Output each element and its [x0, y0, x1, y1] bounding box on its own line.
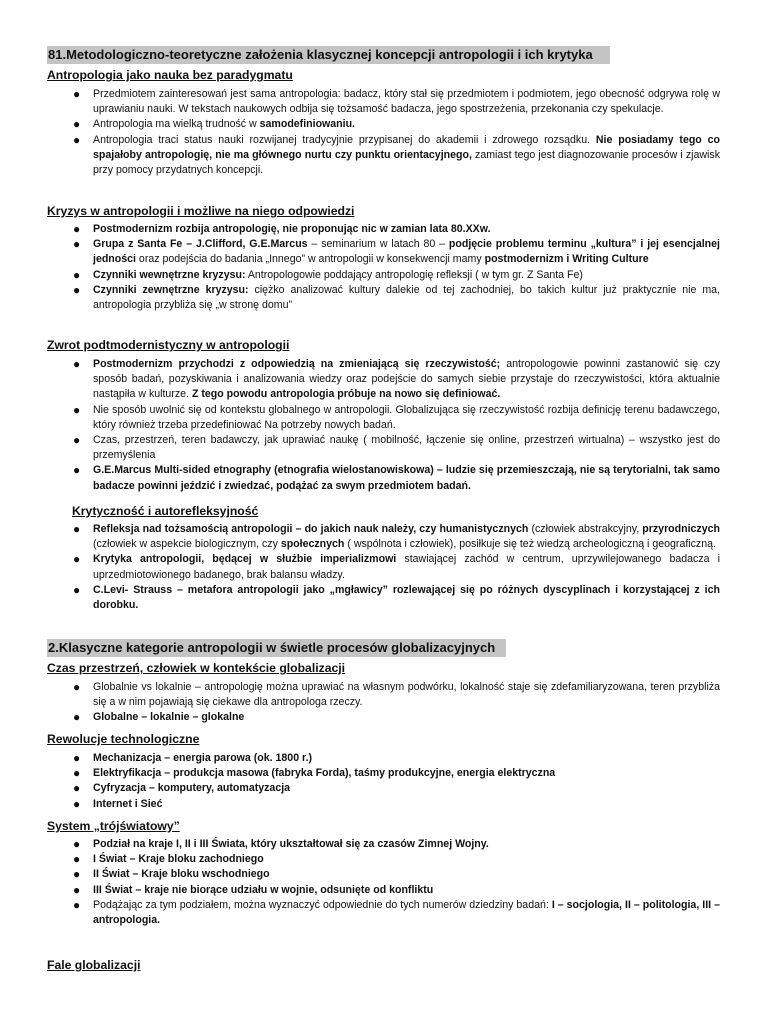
list-item: ● Antropologia traci status nauki rozwijanej tradycyjnie przypisanej do akademii i zdrowego rozsądku. Nie posiadamy tego co spajałoby antropologię, nie ma głównego nurtu czy punktu orientacyjnego, zamiast tego jest diagnozowanie procesów i zjawisk przy pomocy przydatnych koncepcji. [73, 132, 721, 177]
bullet-list [0, 751, 768, 812]
list-item: ● Czynniki zewnętrzne kryzysu: ciężko analizować kultury dalekie od tej zachodniej, bo takich kultur już praktycznie nie ma, antropologia przybliża się „w stronę domu” [73, 282, 720, 312]
bullet-icon: ● [73, 87, 81, 101]
bullet-icon: ● [73, 237, 81, 252]
bullet-icon: ● [73, 751, 81, 765]
subsection-heading: Rewolucje technologiczne [47, 732, 200, 746]
bullet-list [0, 522, 768, 613]
bullet-icon: ● [73, 117, 81, 132]
bullet-icon: ● [73, 132, 81, 147]
subsection-heading: Antropologia jako nauka bez paradygmatu [47, 68, 293, 82]
bullet-icon: ● [73, 582, 81, 597]
list-item: ● Przedmiotem zainteresowań jest sama antropologia: badacz, który stał się przedmiotem i podmiotem, jego obecność odgrywa rolę w uprawianiu nauki. W tekstach naukowych odbija się tożsamość badacza, jego spostrzeżenia, przekonania czy spekulacje. [73, 87, 720, 116]
bullet-list [0, 87, 768, 178]
bullet-icon: ● [73, 852, 81, 867]
bullet-icon: ● [73, 766, 81, 781]
bullet-list [0, 837, 768, 928]
bullet-icon: ● [73, 837, 81, 851]
section-title: 81.Metodologiczno-teoretyczne założenia klasycznej koncepcji antropologii i ich krytyka [47, 46, 610, 64]
list-item: ● I Świat – Kraje bloku zachodniego [73, 852, 264, 867]
bullet-icon: ● [73, 357, 81, 371]
bullet-icon: ● [73, 222, 81, 236]
list-item: ● Globalnie vs lokalnie – antropologię można uprawiać na własnym podwórku, lokalność staje się zdefamiliaryzowana, teren przybliża się a w nim pojawiają się ciekawe dla antropologa rzeczy. [73, 680, 720, 709]
list-item: ● Refleksja nad tożsamością antropologii – do jakich nauk należy, czy humanistycznych (człowiek abstrakcyjny, przyrodniczych (człowiek w aspekcie biologicznym, czy społecznych ( wspólnota i człowiek), posiłkuje się też wiedzą archeologiczną i geograficzną. [73, 522, 720, 551]
bullet-list [0, 357, 768, 494]
list-item: ● Antropologia ma wielką trudność w samodefiniowaniu. [73, 117, 355, 132]
list-item: ● Elektryfikacja – produkcja masowa (fabryka Forda), taśmy produkcyjne, energia elektryczna [73, 766, 556, 781]
list-item: ● Grupa z Santa Fe – J.Clifford, G.E.Marcus – seminarium w latach 80 – podjęcie problemu terminu „kultura” i jej esencjalnej jedności oraz podejścia do badania „Innego” w antropologii w konsekwencji mamy postmodernizm i Writing Culture [73, 237, 720, 266]
bullet-icon: ● [73, 796, 81, 811]
list-item: ● Globalne – lokalnie – glokalne [73, 710, 245, 725]
subsection-heading: Czas przestrzeń, człowiek w kontekście globalizacji [47, 661, 346, 675]
bullet-icon: ● [73, 463, 81, 478]
bullet-icon: ● [73, 282, 81, 297]
bullet-icon: ● [73, 522, 81, 536]
bullet-icon: ● [73, 867, 81, 882]
bullet-list [0, 222, 768, 313]
list-item: ● Czas, przestrzeń, teren badawczy, jak uprawiać naukę ( mobilność, łączenie się online, przestrzeń wirtualna) – wszystko jest do przemyślenia [73, 433, 720, 462]
subsection-heading: Zwrot podtmodernistyczny w antropologii [47, 338, 290, 352]
bullet-icon: ● [73, 710, 81, 725]
list-item: ● Podążając za tym podziałem, można wyznaczyć odpowiednie do tych numerów dziedziny badań: I – socjologia, II – politologia, III – antropologia. [73, 897, 720, 927]
bullet-icon: ● [73, 433, 81, 448]
list-item: ● Postmodernizm rozbija antropologię, nie proponując nic w zamian lata 80.XXw. [73, 222, 491, 236]
list-item: ● Postmodernizm przychodzi z odpowiedzią na zmieniającą się rzeczywistość; antropologowie powinni zastanowić się czy sposób badań, pozyskiwania i analizowania wiedzy oraz podejście do samych siebie przystaje do rzeczywistości, która aktualnie nastąpiła w kulturze. Z tego powodu antropologia próbuje na nowo się definiować. [73, 357, 720, 401]
list-item: ● Nie sposób uwolnić się od kontekstu globalnego w antropologii. Globalizująca się rzeczywistość rozbija definicję terenu badawczego, który również trzeba przedefiniować Na potrzeby nowych badań. [73, 402, 720, 431]
bullet-icon: ● [73, 402, 81, 417]
bullet-icon: ● [73, 552, 81, 567]
bullet-icon: ● [73, 781, 81, 796]
subsection-heading: System „trójświatowy” [47, 819, 180, 833]
list-item: ● Internet i Sieć [73, 796, 163, 811]
list-item: ● II Świat – Kraje bloku wschodniego [73, 867, 270, 882]
bullet-icon: ● [73, 267, 81, 282]
list-item: ● C.Levi- Strauss – metafora antropologii jako „mgławicy” rozlewającej się po różnych dyscyplinach i korzystającej z ich dorobku. [73, 582, 720, 612]
list-item: ● III Świat – kraje nie biorące udziału w wojnie, odsunięte od konfliktu [73, 882, 434, 897]
list-item: ● Czynniki wewnętrzne kryzysu: Antropologowie poddający antropologię refleksji ( w tym gr. Z Santa Fe) [73, 267, 583, 282]
bullet-icon: ● [73, 897, 81, 912]
list-item: ● Podział na kraje I, II i III Świata, który ukształtował się za czasów Zimnej Wojny. [73, 837, 489, 851]
subsection-heading: Fale globalizacji [47, 958, 141, 972]
list-item: ● Cyfryzacja – komputery, automatyzacja [73, 781, 291, 796]
list-item: ● Krytyka antropologii, będącej w służbie imperializmowi stawiającej zachód w centrum, uprzywilejowanego badacza i uprzedmiotowionego badanego, brak balansu władzy. [73, 552, 720, 581]
bullet-list [0, 680, 768, 726]
bullet-icon: ● [73, 882, 81, 897]
list-item: ● G.E.Marcus Multi-sided etnography (etnografia wielostanowiskowa) – ludzie się przemieszczają, nie są terytorialni, tak samo badacze powinni jeździć i zwiedzać, podążać za swym przedmiotem badań. [73, 463, 720, 492]
list-item: ● Mechanizacja – energia parowa (ok. 1800 r.) [73, 751, 313, 765]
bullet-icon: ● [73, 680, 81, 694]
section-title: 2.Klasyczne kategorie antropologii w świetle procesów globalizacyjnych [47, 639, 506, 657]
subsection-heading: Kryzys w antropologii i możliwe na niego odpowiedzi [47, 204, 355, 218]
subsection-heading: Krytyczność i autorefleksyjność [72, 504, 259, 518]
